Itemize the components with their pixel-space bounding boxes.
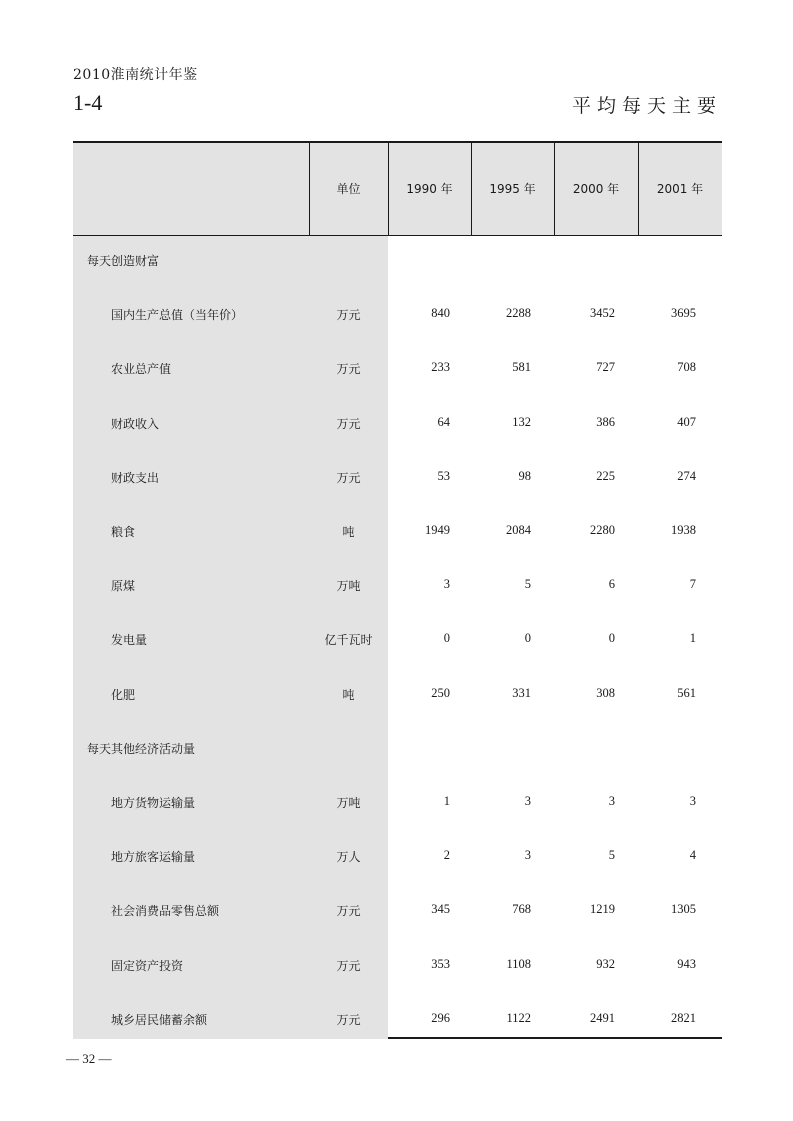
row-label: 国内生产总值（当年价） [111,308,244,322]
value-cell: 64 [437,415,450,429]
header-year-2000: 2000 年 [572,182,620,196]
row-unit: 万吨 [336,796,361,810]
table-row [73,686,722,706]
value-cell: 2491 [590,1011,615,1025]
value-cell: 3695 [671,306,696,320]
row-label: 化肥 [111,688,136,702]
yearbook-title: 2010淮南统计年鉴 [73,67,198,83]
section-label: 每天其他经济活动量 [87,742,196,756]
value-cell: 727 [596,360,615,374]
row-label: 地方货物运输量 [111,796,196,810]
value-cell: 0 [524,631,531,645]
row-unit: 万元 [336,1013,361,1027]
row-unit: 万人 [336,850,361,864]
value-cell: 3452 [590,306,615,320]
value-cell: 1 [443,794,450,808]
table-title: 平均每天主要 [571,95,722,117]
section-label: 每天创造财富 [87,254,160,268]
value-cell: 353 [431,957,450,971]
value-cell: 2821 [671,1011,696,1025]
table-row [73,577,722,597]
table-id: 1-4 [73,90,103,115]
row-label: 原煤 [111,579,136,593]
value-cell: 3 [689,794,696,808]
header-year-1990: 1990 年 [406,182,453,196]
row-label: 固定资产投资 [111,959,184,973]
row-unit: 吨 [342,688,355,702]
value-cell: 3 [443,577,450,591]
row-label: 粮食 [111,525,136,539]
value-cell: 250 [431,686,450,700]
row-label: 地方旅客运输量 [111,850,196,864]
header-unit: 单位 [336,182,361,196]
value-cell: 345 [431,902,450,916]
row-unit: 万元 [336,959,361,973]
value-cell: 561 [677,686,696,700]
section-row [73,740,722,760]
value-cell: 0 [608,631,615,645]
value-cell: 2084 [506,523,531,537]
value-cell: 1219 [590,902,615,916]
table-row [73,306,722,326]
value-cell: 1949 [425,523,450,537]
value-cell: 98 [518,469,531,483]
value-cell: 1938 [671,523,696,537]
value-cell: 840 [431,306,450,320]
value-cell: 386 [596,415,615,429]
row-unit: 亿千瓦时 [324,633,373,647]
table-row [73,848,722,868]
row-label: 社会消费品零售总额 [111,904,220,918]
value-cell: 932 [596,957,615,971]
table-row [73,1011,722,1031]
value-cell: 225 [596,469,615,483]
section-row [73,252,722,272]
row-label: 财政支出 [111,471,160,485]
row-unit: 万元 [336,904,361,918]
value-cell: 581 [512,360,531,374]
value-cell: 3 [524,794,531,808]
row-unit: 万元 [336,417,361,431]
value-cell: 943 [677,957,696,971]
value-cell: 53 [437,469,450,483]
header-year-2001: 2001 年 [656,182,704,196]
value-cell: 2288 [506,306,531,320]
header-year-1995: 1995 年 [489,182,536,196]
value-cell: 6 [608,577,615,591]
value-cell: 1 [689,631,696,645]
value-cell: 1122 [506,1011,531,1025]
table-row [73,360,722,380]
row-unit: 万元 [336,308,361,322]
value-cell: 3 [524,848,531,862]
value-cell: 5 [524,577,531,591]
value-cell: 274 [677,469,696,483]
value-cell: 3 [608,794,615,808]
row-label: 城乡居民储蓄余额 [111,1013,208,1027]
table-row [73,469,722,489]
value-cell: 308 [596,686,615,700]
row-label: 农业总产值 [111,362,172,376]
row-unit: 吨 [342,525,355,539]
statistics-table [73,141,722,1039]
value-cell: 2280 [590,523,615,537]
table-row [73,957,722,977]
row-unit: 万元 [336,471,361,485]
value-cell: 296 [431,1011,450,1025]
row-label: 发电量 [111,633,148,647]
table-row [73,902,722,922]
value-cell: 1305 [671,902,696,916]
value-cell: 0 [443,631,450,645]
value-cell: 233 [431,360,450,374]
value-cell: 4 [689,848,696,862]
row-unit: 万元 [336,362,361,376]
value-cell: 708 [677,360,696,374]
page-number: — 32 — [66,1051,112,1066]
value-cell: 768 [512,902,531,916]
value-cell: 7 [689,577,696,591]
row-unit: 万吨 [336,579,361,593]
value-cell: 407 [677,415,696,429]
table-row [73,415,722,435]
value-cell: 1108 [506,957,531,971]
table-row [73,631,722,651]
value-cell: 132 [512,415,531,429]
value-cell: 5 [608,848,615,862]
value-cell: 2 [443,848,450,862]
table-bottom-rule [388,1037,722,1039]
table-row [73,523,722,543]
table-row [73,794,722,814]
row-label: 财政收入 [111,417,160,431]
value-cell: 331 [512,686,531,700]
